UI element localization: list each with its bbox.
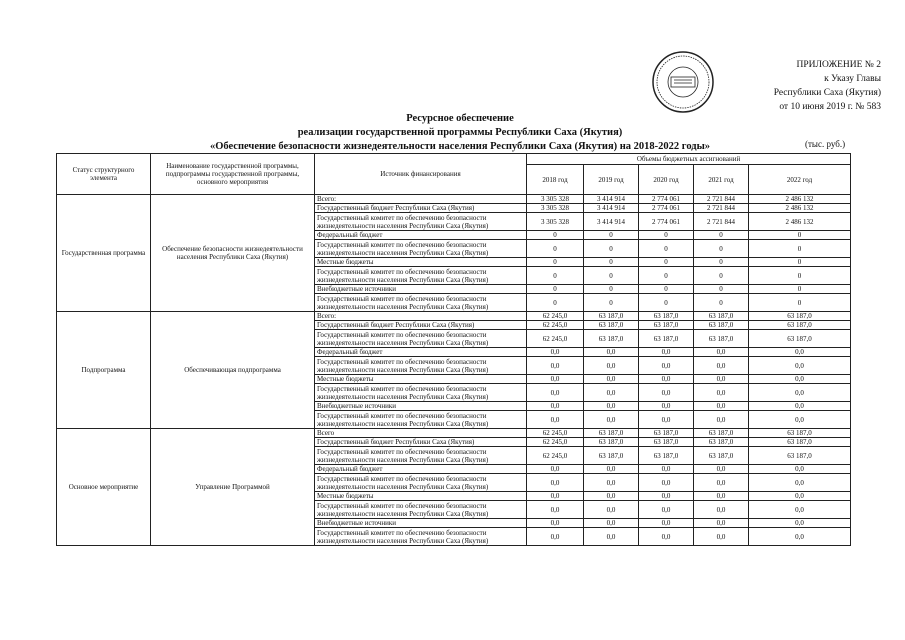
value-cell: 0,0 [639, 411, 694, 429]
value-cell: 62 245,0 [527, 447, 584, 465]
source-cell: Всего [315, 429, 527, 438]
value-cell: 2 486 132 [749, 204, 851, 213]
source-cell: Государственный комитет по обеспечению безопасности жизнедеятельности населения Республики Саха (Якутия) [315, 528, 527, 546]
value-cell: 0 [749, 231, 851, 240]
value-cell: 0,0 [749, 375, 851, 384]
title-line: Ресурсное обеспечение [406, 113, 514, 124]
value-cell: 0 [584, 231, 639, 240]
group-status: Основное мероприятие [57, 429, 151, 546]
value-cell: 0,0 [584, 384, 639, 402]
value-cell: 0,0 [749, 402, 851, 411]
value-cell: 63 187,0 [694, 330, 749, 348]
value-cell: 2 486 132 [749, 195, 851, 204]
source-cell: Государственный комитет по обеспечению безопасности жизнедеятельности населения Республики Саха (Якутия) [315, 474, 527, 492]
value-cell: 0,0 [584, 501, 639, 519]
source-cell: Государственный бюджет Республики Саха (Якутия) [315, 321, 527, 330]
value-cell: 0,0 [639, 492, 694, 501]
source-cell: Всего: [315, 312, 527, 321]
source-cell: Местные бюджеты [315, 258, 527, 267]
value-cell: 0 [694, 231, 749, 240]
value-cell: 0,0 [639, 402, 694, 411]
source-cell: Государственный комитет по обеспечению безопасности жизнедеятельности населения Республики Саха (Якутия) [315, 294, 527, 312]
value-cell: 0 [527, 285, 584, 294]
value-cell: 63 187,0 [749, 330, 851, 348]
appendix-block [696, 58, 881, 114]
value-cell: 63 187,0 [694, 438, 749, 447]
value-cell: 62 245,0 [527, 438, 584, 447]
header-year: 2019 год [584, 165, 639, 195]
value-cell: 0,0 [694, 375, 749, 384]
value-cell: 63 187,0 [584, 330, 639, 348]
source-cell: Государственный комитет по обеспечению безопасности жизнедеятельности населения Республики Саха (Якутия) [315, 267, 527, 285]
value-cell: 2 721 844 [694, 204, 749, 213]
value-cell: 0 [639, 267, 694, 285]
title-line: «Обеспечение безопасности жизнедеятельности населения Республики Саха (Якутия) на 2018-2022 годы» [209, 141, 711, 152]
appendix-line: Республики Саха (Якутия) [773, 88, 881, 98]
value-cell: 0,0 [584, 411, 639, 429]
value-cell: 62 245,0 [527, 429, 584, 438]
value-cell: 63 187,0 [749, 438, 851, 447]
value-cell: 63 187,0 [639, 447, 694, 465]
value-cell: 0,0 [694, 528, 749, 546]
value-cell: 63 187,0 [749, 312, 851, 321]
value-cell: 2 774 061 [639, 204, 694, 213]
value-cell: 62 245,0 [527, 312, 584, 321]
group-name: Обеспечивающая подпрограмма [151, 312, 315, 429]
value-cell: 62 245,0 [527, 330, 584, 348]
value-cell: 0,0 [527, 492, 584, 501]
value-cell: 0,0 [749, 411, 851, 429]
source-cell: Государственный комитет по обеспечению безопасности жизнедеятельности населения Республики Саха (Якутия) [315, 384, 527, 402]
value-cell: 0,0 [527, 519, 584, 528]
value-cell: 3 305 328 [527, 204, 584, 213]
value-cell: 0,0 [527, 465, 584, 474]
value-cell: 0 [584, 258, 639, 267]
group-status: Государственная программа [57, 195, 151, 312]
value-cell: 3 414 914 [584, 204, 639, 213]
value-cell: 0,0 [639, 348, 694, 357]
value-cell: 0,0 [584, 402, 639, 411]
header-name: Наименование государственной программы, подпрограммы государственной программы, основного мероприятия [151, 154, 315, 195]
value-cell: 0,0 [527, 348, 584, 357]
table-row [57, 195, 851, 204]
source-cell: Внебюджетные источники [315, 285, 527, 294]
value-cell: 0,0 [749, 501, 851, 519]
value-cell: 63 187,0 [639, 330, 694, 348]
value-cell: 0,0 [749, 519, 851, 528]
value-cell: 0 [749, 240, 851, 258]
value-cell: 0,0 [749, 348, 851, 357]
source-cell: Внебюджетные источники [315, 519, 527, 528]
value-cell: 0,0 [694, 474, 749, 492]
value-cell: 0 [527, 240, 584, 258]
value-cell: 0,0 [694, 402, 749, 411]
value-cell: 2 774 061 [639, 213, 694, 231]
value-cell: 63 187,0 [694, 429, 749, 438]
value-cell: 0,0 [694, 492, 749, 501]
value-cell: 0 [584, 294, 639, 312]
value-cell: 0,0 [639, 528, 694, 546]
value-cell: 0,0 [527, 384, 584, 402]
value-cell: 0,0 [639, 465, 694, 474]
appendix-line: к Указу Главы [824, 74, 881, 84]
header-year: 2021 год [694, 165, 749, 195]
value-cell: 63 187,0 [694, 447, 749, 465]
source-cell: Федеральный бюджет [315, 231, 527, 240]
table-body [57, 195, 851, 546]
value-cell: 63 187,0 [749, 447, 851, 465]
value-cell: 63 187,0 [584, 429, 639, 438]
source-cell: Государственный комитет по обеспечению безопасности жизнедеятельности населения Республики Саха (Якутия) [315, 213, 527, 231]
header-year: 2022 год [749, 165, 851, 195]
group-name: Управление Программой [151, 429, 315, 546]
source-cell: Государственный бюджет Республики Саха (Якутия) [315, 204, 527, 213]
value-cell: 3 305 328 [527, 213, 584, 231]
value-cell: 0 [749, 258, 851, 267]
value-cell: 63 187,0 [584, 438, 639, 447]
source-cell: Государственный комитет по обеспечению безопасности жизнедеятельности населения Республики Саха (Якутия) [315, 411, 527, 429]
value-cell: 2 486 132 [749, 213, 851, 231]
value-cell: 0,0 [694, 384, 749, 402]
value-cell: 0,0 [527, 357, 584, 375]
value-cell: 0 [584, 267, 639, 285]
value-cell: 0,0 [584, 375, 639, 384]
value-cell: 63 187,0 [749, 429, 851, 438]
value-cell: 0,0 [584, 492, 639, 501]
source-cell: Местные бюджеты [315, 375, 527, 384]
source-cell: Всего: [315, 195, 527, 204]
value-cell: 0,0 [584, 348, 639, 357]
source-cell: Государственный комитет по обеспечению безопасности жизнедеятельности населения Республики Саха (Якутия) [315, 240, 527, 258]
value-cell: 0,0 [694, 501, 749, 519]
header-year: 2018 год [527, 165, 584, 195]
value-cell: 0 [527, 231, 584, 240]
value-cell: 0,0 [694, 519, 749, 528]
value-cell: 0 [527, 258, 584, 267]
value-cell: 0,0 [749, 528, 851, 546]
resource-table [56, 153, 851, 546]
value-cell: 0,0 [584, 357, 639, 375]
source-cell: Местные бюджеты [315, 492, 527, 501]
source-cell: Государственный бюджет Республики Саха (Якутия) [315, 438, 527, 447]
value-cell: 0 [749, 294, 851, 312]
value-cell: 0,0 [527, 474, 584, 492]
group-name: Обеспечение безопасности жизнедеятельности населения Республики Саха (Якутия) [151, 195, 315, 312]
value-cell: 0,0 [639, 384, 694, 402]
value-cell: 63 187,0 [584, 447, 639, 465]
source-cell: Федеральный бюджет [315, 348, 527, 357]
value-cell: 63 187,0 [694, 321, 749, 330]
source-cell: Государственный комитет по обеспечению безопасности жизнедеятельности населения Республики Саха (Якутия) [315, 447, 527, 465]
value-cell: 0,0 [694, 357, 749, 375]
value-cell: 63 187,0 [639, 429, 694, 438]
value-cell: 0,0 [527, 411, 584, 429]
value-cell: 0,0 [749, 357, 851, 375]
value-cell: 0 [639, 294, 694, 312]
value-cell: 0 [639, 231, 694, 240]
value-cell: 0,0 [527, 501, 584, 519]
value-cell: 0,0 [639, 474, 694, 492]
value-cell: 0,0 [527, 375, 584, 384]
value-cell: 2 721 844 [694, 195, 749, 204]
value-cell: 0,0 [639, 519, 694, 528]
value-cell: 0 [749, 267, 851, 285]
value-cell: 0 [584, 285, 639, 294]
value-cell: 0,0 [749, 384, 851, 402]
source-cell: Государственный комитет по обеспечению безопасности жизнедеятельности населения Республики Саха (Якутия) [315, 501, 527, 519]
value-cell: 0 [694, 285, 749, 294]
value-cell: 63 187,0 [584, 321, 639, 330]
value-cell: 2 774 061 [639, 195, 694, 204]
appendix-title: ПРИЛОЖЕНИЕ № 2 [796, 60, 881, 70]
value-cell: 0 [694, 294, 749, 312]
header-status: Статус структурного элемента [57, 154, 151, 195]
value-cell: 2 721 844 [694, 213, 749, 231]
value-cell: 62 245,0 [527, 321, 584, 330]
table-row [57, 312, 851, 321]
value-cell: 0 [694, 258, 749, 267]
source-cell: Внебюджетные источники [315, 402, 527, 411]
value-cell: 0 [527, 294, 584, 312]
source-cell: Государственный комитет по обеспечению безопасности жизнедеятельности населения Республики Саха (Якутия) [315, 330, 527, 348]
value-cell: 0,0 [639, 357, 694, 375]
document-title [140, 112, 780, 154]
value-cell: 0 [694, 267, 749, 285]
value-cell: 0 [639, 240, 694, 258]
value-cell: 63 187,0 [694, 312, 749, 321]
value-cell: 0,0 [749, 465, 851, 474]
value-cell: 3 305 328 [527, 195, 584, 204]
value-cell: 0,0 [694, 411, 749, 429]
header-year: 2020 год [639, 165, 694, 195]
header-volumes: Объемы бюджетных ассигнований [527, 154, 851, 165]
group-status: Подпрограмма [57, 312, 151, 429]
value-cell: 0 [694, 240, 749, 258]
value-cell: 0,0 [639, 375, 694, 384]
value-cell: 0 [584, 240, 639, 258]
value-cell: 0 [749, 285, 851, 294]
value-cell: 3 414 914 [584, 195, 639, 204]
value-cell: 63 187,0 [584, 312, 639, 321]
value-cell: 0 [639, 285, 694, 294]
value-cell: 0,0 [584, 519, 639, 528]
units-label: (тыс. руб.) [805, 139, 846, 149]
value-cell: 0,0 [639, 501, 694, 519]
value-cell: 0 [639, 258, 694, 267]
source-cell: Федеральный бюджет [315, 465, 527, 474]
value-cell: 0,0 [527, 528, 584, 546]
value-cell: 0 [527, 267, 584, 285]
value-cell: 3 414 914 [584, 213, 639, 231]
appendix-line: от 10 июня 2019 г. № 583 [779, 102, 881, 112]
value-cell: 63 187,0 [639, 321, 694, 330]
value-cell: 63 187,0 [639, 312, 694, 321]
value-cell: 63 187,0 [749, 321, 851, 330]
value-cell: 0,0 [584, 465, 639, 474]
value-cell: 0,0 [749, 474, 851, 492]
value-cell: 0,0 [694, 348, 749, 357]
value-cell: 0,0 [694, 465, 749, 474]
value-cell: 0,0 [527, 402, 584, 411]
value-cell: 63 187,0 [639, 438, 694, 447]
source-cell: Государственный комитет по обеспечению безопасности жизнедеятельности населения Республики Саха (Якутия) [315, 357, 527, 375]
value-cell: 0,0 [584, 528, 639, 546]
header-source: Источник финансирования [315, 154, 527, 195]
value-cell: 0,0 [749, 492, 851, 501]
table-row [57, 429, 851, 438]
value-cell: 0,0 [584, 474, 639, 492]
title-line: реализации государственной программы Республики Саха (Якутия) [297, 127, 623, 138]
